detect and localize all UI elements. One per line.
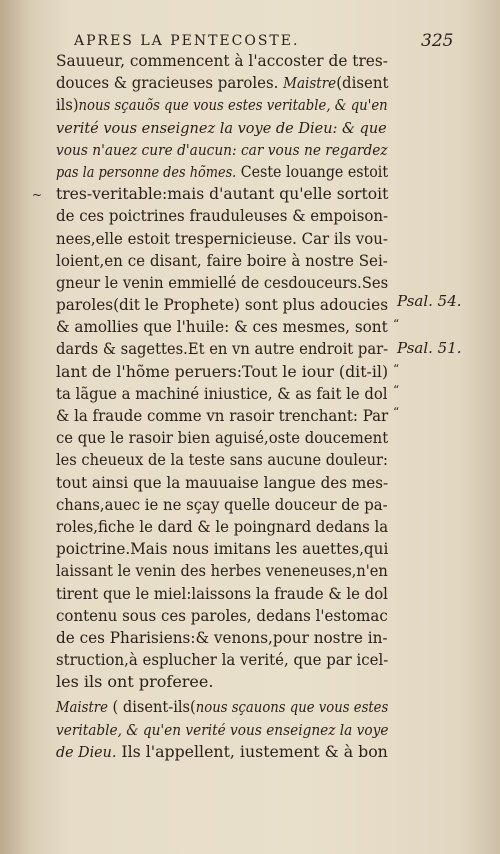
italic-segment: verité vous enseignez la voye de Dieu: & que xyxy=(56,120,387,137)
quote-mark: “ xyxy=(393,383,400,397)
margin-dash: ~ xyxy=(32,188,43,202)
text-segment: roles,fiche le dard & le poingnard dedans la xyxy=(56,516,389,536)
text-line xyxy=(56,494,388,516)
italic-segment: nous sçauõs que vous estes veritable, & qu'en xyxy=(78,98,388,115)
text-line xyxy=(56,605,388,627)
margin-note-psalm-54: Psal. 54. xyxy=(397,292,462,310)
page-number: 325 xyxy=(421,31,454,51)
text-segment: Sauueur, commencent à l'accoster de tres- xyxy=(56,51,388,70)
text-segment: gneur le venin emmiellé de cesdouceurs.Ses xyxy=(56,272,389,292)
text-segment: Ils l'appellent, iustement & à bon xyxy=(116,741,388,761)
text-segment: (disent xyxy=(336,73,389,93)
italic-segment: Maistre xyxy=(56,700,108,717)
text-segment: de ces poictrines frauduleuses & empoison- xyxy=(56,206,389,226)
text-line xyxy=(56,627,388,649)
text-segment: contenu sous ces paroles, dedans l'estomac xyxy=(56,605,388,625)
text-segment: ta lãgue a machiné iniustice, & as fait le dol xyxy=(56,383,388,403)
text-segment: struction,à esplucher la verité, que par icel- xyxy=(56,650,389,670)
text-segment: de ces Pharisiens:& venons,pour nostre in- xyxy=(56,627,388,647)
italic-segment: de Dieu. xyxy=(56,744,117,761)
text-segment: tirent que le miel:laissons la fraude & le dol xyxy=(56,583,388,603)
text-line xyxy=(56,272,389,294)
text-line xyxy=(56,139,388,161)
quote-mark: “ xyxy=(393,317,400,331)
text-segment: laissant le venin des herbes veneneuses,n'en xyxy=(56,561,388,581)
text-line xyxy=(56,338,389,360)
text-line xyxy=(56,671,388,693)
text-segment: tout ainsi que la mauuaise langue des mes- xyxy=(56,472,389,492)
text-segment: dards & sagettes.Et en vn autre endroit par- xyxy=(56,339,389,359)
text-line xyxy=(56,719,389,741)
text-line xyxy=(56,449,388,471)
text-line xyxy=(56,94,388,116)
text-line xyxy=(56,560,388,582)
text-segment: nees,elle estoit trespernicieuse. Car ils vou- xyxy=(56,228,388,248)
text-segment: ( disent-ils( xyxy=(107,697,196,717)
text-line xyxy=(56,161,389,183)
text-line xyxy=(56,361,389,383)
text-line xyxy=(56,649,389,671)
text-line xyxy=(56,228,388,250)
italic-segment: vous n'auez cure d'aucun: car vous ne regardez xyxy=(56,142,388,159)
text-segment: ce que le rasoir bien aguisé,oste doucement xyxy=(56,428,389,448)
text-segment: poictrine.Mais nous imitans les auettes,qui xyxy=(56,539,389,559)
running-title: APRES LA PENTECOSTE. xyxy=(74,33,300,49)
text-line xyxy=(56,516,389,538)
text-segment: lant de l'hõme peruers:Tout le iour (dit-il) xyxy=(56,361,389,381)
text-line xyxy=(56,72,389,94)
text-segment: les ils ont proferee. xyxy=(56,672,214,692)
text-segment: & la fraude comme vn rasoir trenchant: Par xyxy=(56,406,389,425)
text-line xyxy=(56,383,388,405)
quote-mark: “ xyxy=(393,362,400,376)
text-line xyxy=(56,205,389,227)
text-segment: tres-veritable:mais d'autant qu'elle sortoit xyxy=(56,184,389,204)
text-segment: ils) xyxy=(56,95,79,115)
italic-segment: Maistre xyxy=(283,76,337,93)
margin-note-psalm-51: Psal. 51. xyxy=(397,339,462,357)
text-line xyxy=(56,405,389,427)
text-line xyxy=(56,183,389,205)
text-line xyxy=(56,316,388,338)
body-text xyxy=(56,50,388,763)
text-line xyxy=(56,696,389,718)
italic-segment: pas la personne des hõmes. xyxy=(56,164,237,181)
text-segment: Ceste louange estoit xyxy=(236,161,389,181)
italic-segment: nous sçauons que vous estes xyxy=(195,700,389,717)
text-segment: chans,auec ie ne sçay quelle douceur de pa- xyxy=(56,494,388,514)
quote-mark: “ xyxy=(393,405,400,419)
text-segment: paroles(dit le Prophete) sont plus adoucies xyxy=(56,295,389,315)
text-line xyxy=(56,583,388,605)
text-line xyxy=(56,741,388,763)
text-segment: les cheueux de la teste sans aucune douleur: xyxy=(56,450,388,470)
text-segment: & amollies que l'huile: & ces mesmes, sont xyxy=(56,317,388,337)
text-line xyxy=(56,50,388,72)
text-line xyxy=(56,117,388,139)
text-segment: douces & gracieuses paroles. xyxy=(56,73,284,93)
text-line xyxy=(56,427,389,449)
italic-segment: veritable, & qu'en verité vous enseignez la voye xyxy=(56,722,389,739)
text-line xyxy=(56,294,389,316)
text-line xyxy=(56,538,389,560)
text-line xyxy=(56,250,388,272)
text-segment: loient,en ce disant, faire boire à nostre Sei- xyxy=(56,250,388,270)
text-line xyxy=(56,472,389,494)
